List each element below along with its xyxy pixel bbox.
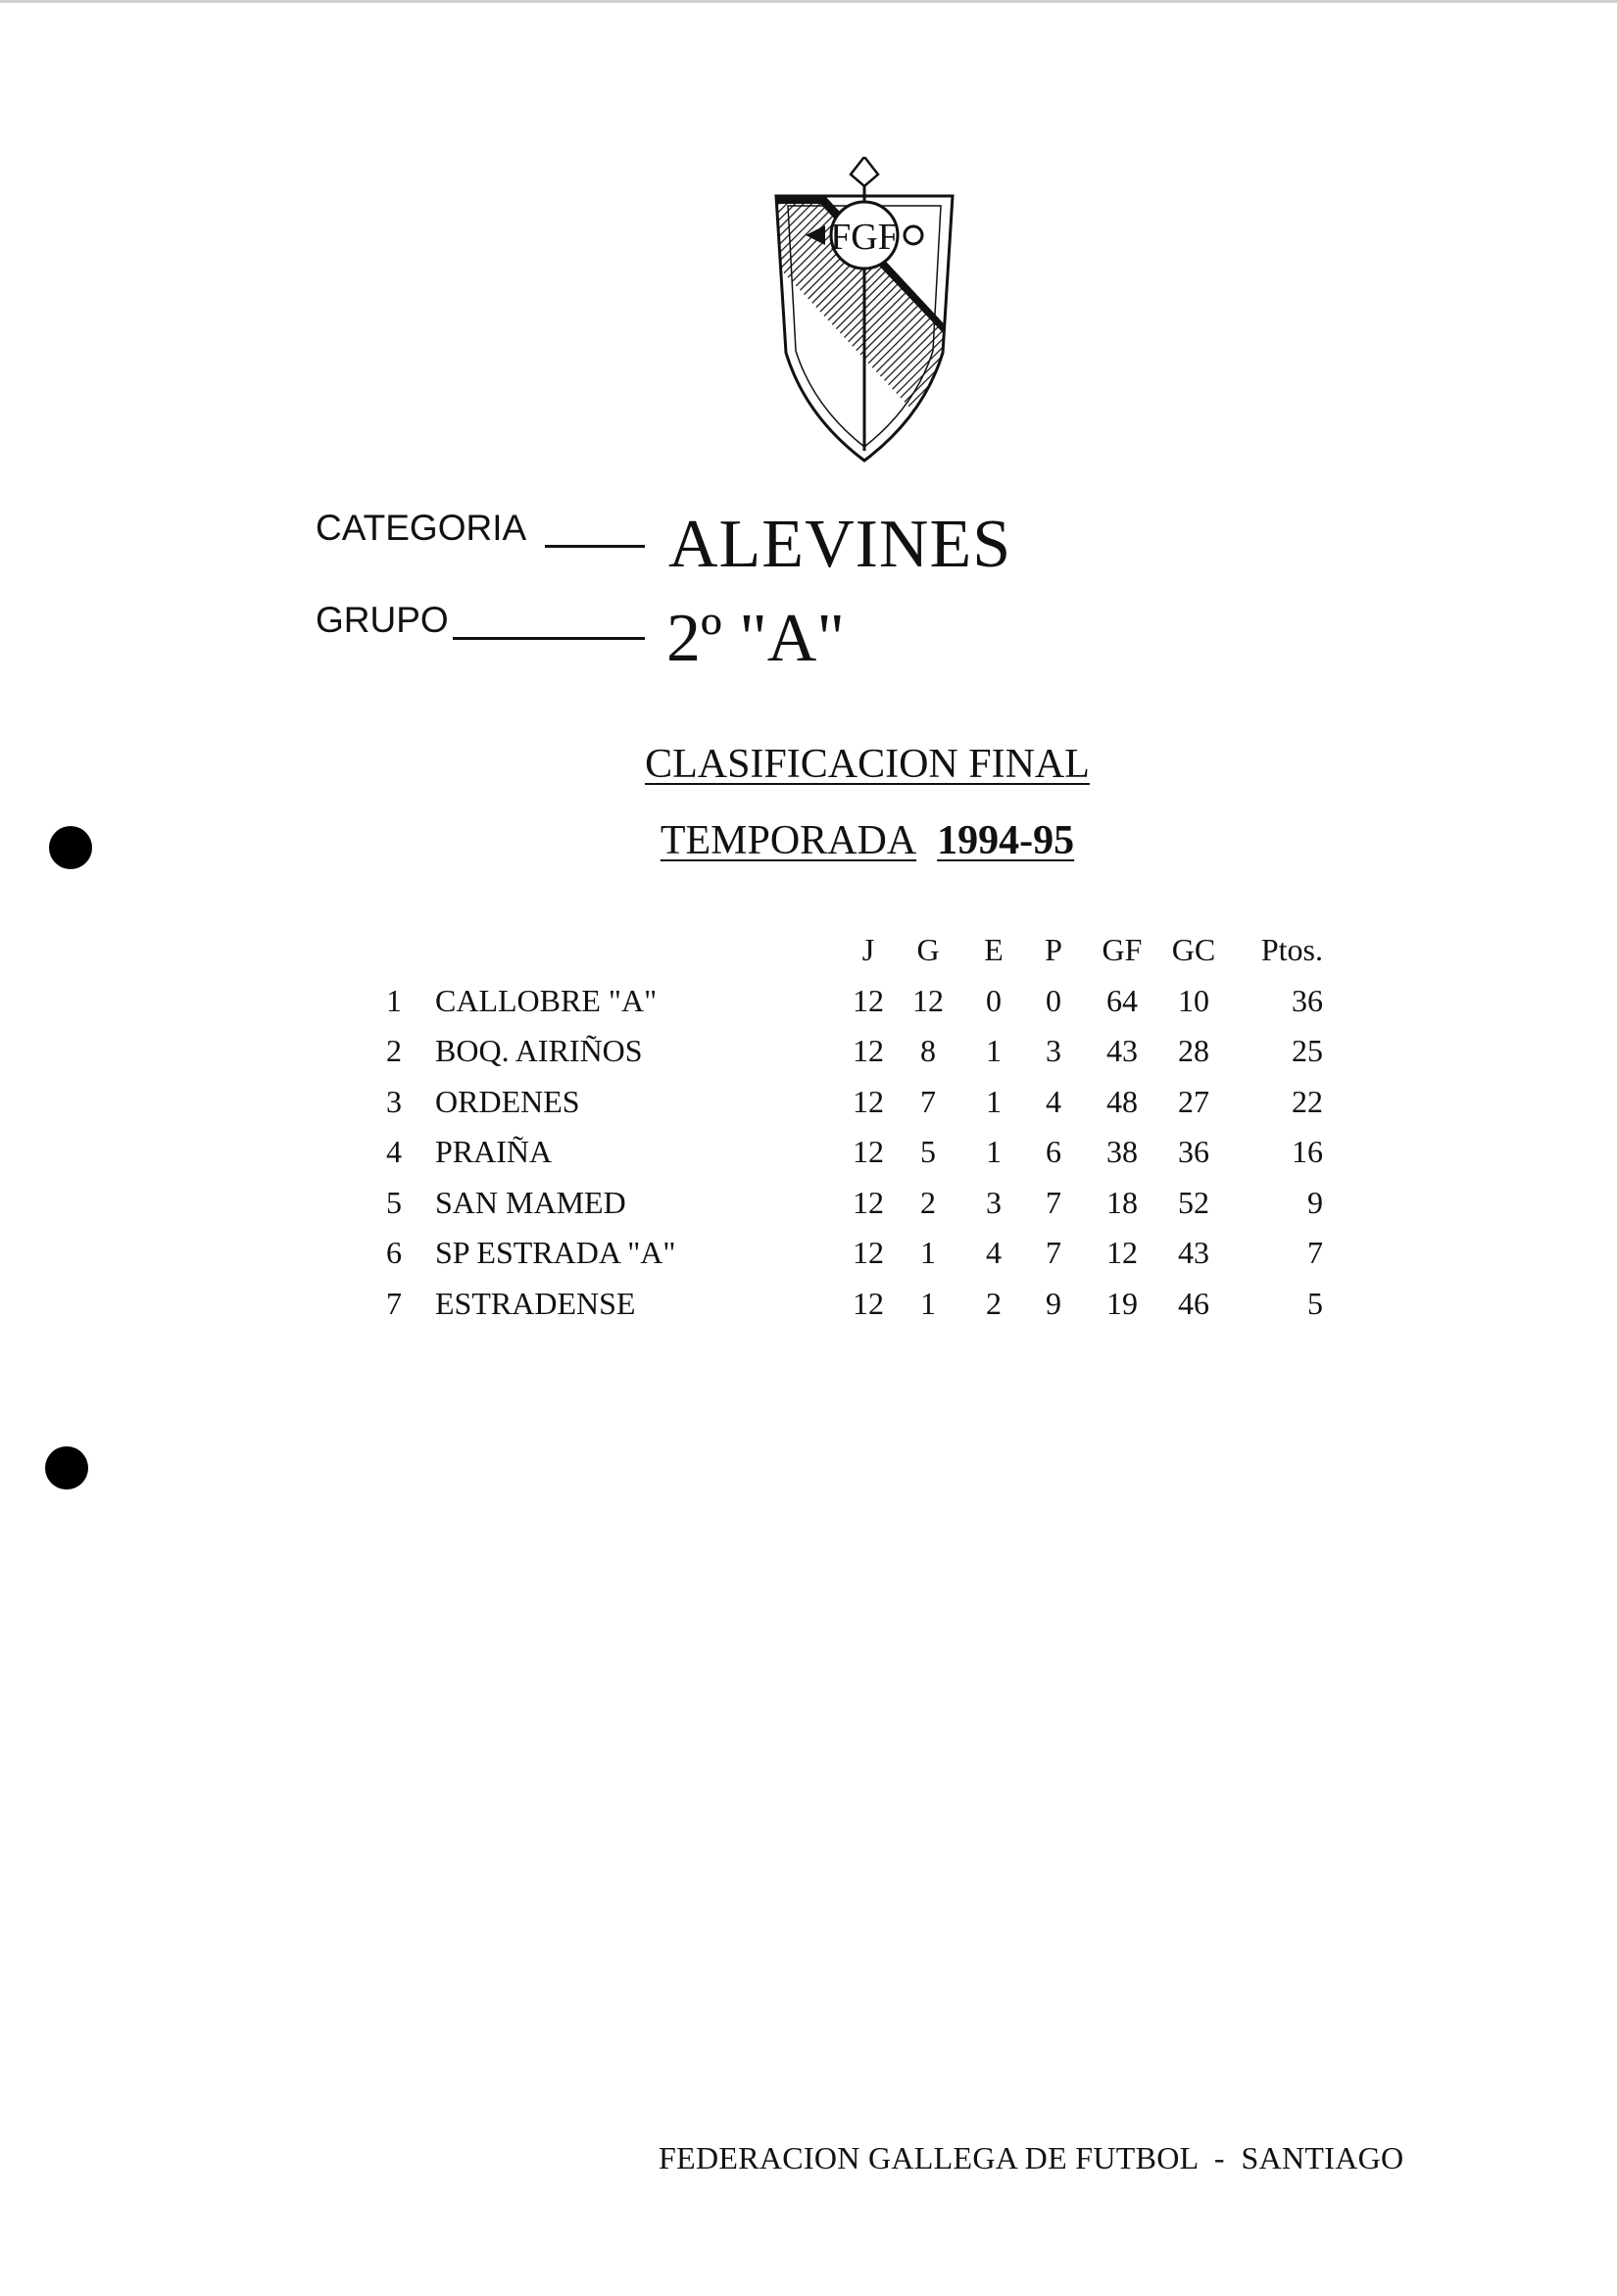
cell-drawn: 3 (986, 1184, 1002, 1220)
col-header-j: J (861, 932, 875, 968)
cell-drawn: 1 (986, 1033, 1002, 1069)
cell-played: 12 (853, 1134, 884, 1170)
category-label: CATEGORIA (316, 508, 527, 548)
cell-won: 2 (920, 1184, 936, 1220)
group-underline (453, 637, 645, 640)
cell-lost: 4 (1046, 1083, 1061, 1119)
season-line (539, 817, 1196, 864)
cell-team: ORDENES (435, 1083, 580, 1119)
col-header-gf: GF (1102, 932, 1143, 968)
cell-drawn: 4 (986, 1235, 1002, 1271)
cell-goals-for: 64 (1106, 982, 1138, 1018)
cell-team: SP ESTRADA "A" (435, 1235, 676, 1271)
position-number: 3 (386, 1083, 402, 1119)
cell-won: 8 (920, 1033, 936, 1069)
cell-lost: 0 (1046, 982, 1061, 1018)
cell-drawn: 2 (986, 1285, 1002, 1321)
category-value: ALEVINES (668, 507, 1012, 582)
cell-goals-for: 12 (1106, 1235, 1138, 1271)
cell-points: 5 (1307, 1285, 1323, 1321)
cell-won: 1 (920, 1235, 936, 1271)
table-row (333, 1127, 1323, 1178)
table-row (333, 1026, 1323, 1077)
cell-goals-against: 52 (1178, 1184, 1209, 1220)
table-row (333, 1077, 1323, 1128)
cell-played: 12 (853, 982, 884, 1018)
position-number: 6 (386, 1235, 402, 1271)
footer-city: SANTIAGO (1241, 2140, 1404, 2175)
cell-team: PRAIÑA (435, 1134, 553, 1170)
col-header-gc: GC (1171, 932, 1216, 968)
federation-crest-icon (766, 157, 962, 465)
cell-pos (333, 1279, 431, 1330)
col-header-g: G (916, 932, 940, 968)
position-number: 2 (386, 1033, 402, 1069)
cell-pos (333, 1178, 431, 1229)
crest-letters: FGF (830, 217, 899, 258)
cell-drawn: 1 (986, 1083, 1002, 1119)
season-value: 1994-95 (937, 818, 1075, 863)
cell-played: 12 (853, 1235, 884, 1271)
col-header-team (431, 925, 847, 976)
cell-points: 7 (1307, 1235, 1323, 1271)
cell-won: 12 (912, 982, 944, 1018)
classification-title: CLASIFICACION FINAL (645, 742, 1090, 787)
cell-pos (333, 1077, 431, 1128)
cell-drawn: 1 (986, 1134, 1002, 1170)
footer-org: FEDERACION GALLEGA DE FUTBOL (659, 2140, 1199, 2175)
position-number: 5 (386, 1184, 402, 1220)
cell-lost: 9 (1046, 1285, 1061, 1321)
cell-won: 5 (920, 1134, 936, 1170)
table-row (333, 1279, 1323, 1330)
cell-goals-for: 43 (1106, 1033, 1138, 1069)
position-number: 7 (386, 1285, 402, 1321)
cell-lost: 3 (1046, 1033, 1061, 1069)
col-header-pts: Ptos. (1260, 932, 1323, 968)
cell-pos (333, 1026, 431, 1077)
cell-goals-against: 27 (1178, 1083, 1209, 1119)
cell-lost: 7 (1046, 1235, 1061, 1271)
cell-points: 22 (1292, 1083, 1323, 1119)
season-label: TEMPORADA (660, 818, 917, 863)
group-label: GRUPO (316, 600, 449, 640)
cell-won: 7 (920, 1083, 936, 1119)
cell-pos (333, 976, 431, 1027)
cell-played: 12 (853, 1083, 884, 1119)
cell-points: 36 (1292, 982, 1323, 1018)
standings-header-row (333, 925, 1323, 976)
cell-team: SAN MAMED (435, 1184, 626, 1220)
cell-goals-for: 18 (1106, 1184, 1138, 1220)
cell-goals-against: 43 (1178, 1235, 1209, 1271)
cell-goals-against: 28 (1178, 1033, 1209, 1069)
cell-lost: 6 (1046, 1134, 1061, 1170)
cell-points: 9 (1307, 1184, 1323, 1220)
footer-separator: - (1213, 2140, 1225, 2175)
cell-goals-against: 36 (1178, 1134, 1209, 1170)
cell-goals-against: 46 (1178, 1285, 1209, 1321)
cell-pos (333, 1228, 431, 1279)
cell-points: 16 (1292, 1134, 1323, 1170)
cell-goals-for: 38 (1106, 1134, 1138, 1170)
cell-team: BOQ. AIRIÑOS (435, 1033, 643, 1069)
table-row (333, 1178, 1323, 1229)
cell-played: 12 (853, 1033, 884, 1069)
position-number: 4 (386, 1134, 402, 1170)
cell-pos (333, 1127, 431, 1178)
cell-points: 25 (1292, 1033, 1323, 1069)
col-header-p: P (1045, 932, 1062, 968)
table-row (333, 1228, 1323, 1279)
cell-goals-against: 10 (1178, 982, 1209, 1018)
standings-table (333, 925, 1323, 1329)
cell-lost: 7 (1046, 1184, 1061, 1220)
footer (659, 2140, 1403, 2176)
group-value: 2º "A" (666, 601, 845, 676)
cell-goals-for: 48 (1106, 1083, 1138, 1119)
punch-hole-top (49, 826, 92, 869)
table-row (333, 976, 1323, 1027)
cell-goals-for: 19 (1106, 1285, 1138, 1321)
position-number: 1 (386, 982, 402, 1018)
col-header-pos (333, 925, 431, 976)
category-underline (545, 545, 645, 548)
punch-hole-bottom (45, 1446, 88, 1490)
cell-won: 1 (920, 1285, 936, 1321)
cell-team: CALLOBRE "A" (435, 982, 658, 1018)
cell-played: 12 (853, 1184, 884, 1220)
scan-edge-line (0, 0, 1617, 3)
cell-team: ESTRADENSE (435, 1285, 636, 1321)
col-header-e: E (984, 932, 1004, 968)
cell-played: 12 (853, 1285, 884, 1321)
cell-drawn: 0 (986, 982, 1002, 1018)
